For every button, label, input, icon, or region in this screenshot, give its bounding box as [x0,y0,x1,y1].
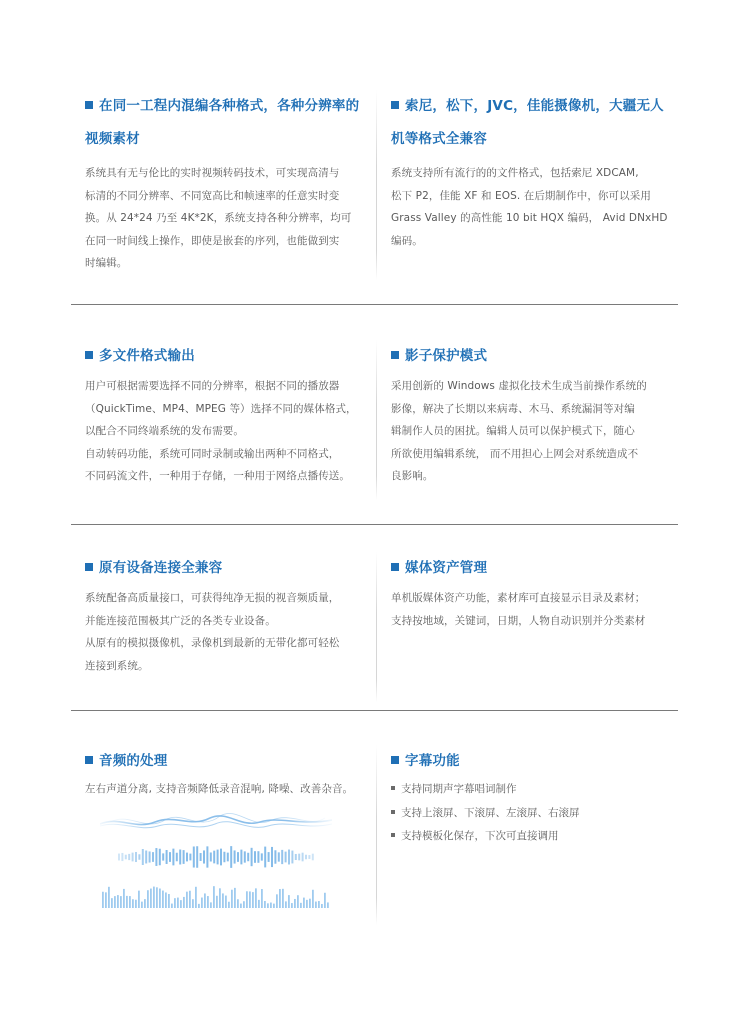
waveform-bar [234,850,236,863]
list-item [391,825,673,849]
waveform-bar [249,891,251,908]
waveform-bar [223,852,225,862]
waveform-bar [201,898,203,908]
waveform-bar [306,900,308,908]
column-divider [376,340,377,500]
feature-title-text: 字幕功能 [405,753,460,769]
waveform-bar [138,854,140,859]
column-divider [376,90,377,280]
feature-title-text: 索尼，松下，JVC，佳能摄像机，大疆无人机等格式全兼容 [391,98,664,147]
waveform-bar [288,895,290,908]
waveform-bar [222,893,224,908]
waveform-bar [315,902,317,908]
waveform-bar [117,895,119,908]
feature-description: 用户可根据需要选择不同的分辨率，根据不同的播放器 （QuickTime、MP4、MPEG 等）选择不同的媒体格式， 以配合不同终端系统的发布需要。 自动转码功能，系统可同时录制或输出两种不同格式， 不同码流文件，一种用于存储，一种用于网络点播传送。 [85,380,357,482]
waveform-bar [145,851,147,864]
waveform-bar [264,901,266,908]
feature-title [85,340,367,373]
waveform-bar [174,898,176,908]
waveform-bar [200,853,202,861]
feature-title [391,552,673,585]
feature-title [391,90,673,156]
waveform-bar [273,904,275,908]
feature-device-compat [85,552,367,702]
waveform-bar [176,853,178,862]
waveform-bar [303,898,305,908]
column-divider [376,552,377,702]
list-item [391,802,673,826]
waveform-bar [193,846,195,867]
waveform-bar [189,854,191,861]
waveform-bar [195,887,197,908]
feature-media-assets [391,552,673,702]
feature-description: 采用创新的 Windows 虚拟化技术生成当前操作系统的 影像，解决了长期以来病毒、木马、系统漏洞等对编 辑制作人员的困扰。编辑人员可以保护模式下，随心 所欲使用编辑系统， 而不用担心上网会对系统造成不 良影响。 [391,380,647,482]
square-bullet-icon [391,563,399,571]
waveform-bar [189,891,191,908]
feature-camera-formats [391,90,673,280]
waveform-bar [102,892,104,908]
square-bullet-icon [85,351,93,359]
section-divider [71,524,678,525]
waveform-bar [254,851,256,863]
waveform-bar [243,901,245,908]
waveform-bar [291,851,293,864]
waveform-bar [261,889,263,908]
feature-row-1 [0,90,750,280]
waveform-bar [271,847,273,867]
waveform-bar [152,852,154,862]
waveform-bar [156,887,158,908]
waveform-bar [210,902,212,908]
feature-subtitles [391,745,673,925]
feature-description: 单机版媒体资产功能，素材库可直接显示目录及素材； 支持按地域，关键词，日期，人物自动识别并分类素材 [391,592,646,627]
waveform-bar [123,889,125,908]
section-divider [71,710,678,711]
waveform-bar [300,903,302,908]
waveform-bar [312,890,314,908]
feature-description: 系统支持所有流行的的文件格式，包括索尼 XDCAM, 松下 P2，佳能 XF 和 EOS. 在后期制作中，你可以采用 Grass Valley 的高性能 10 bit HQX 编码， Avid DNxHD 编码。 [391,167,668,247]
waveform-bar [261,853,263,860]
waveform-bar [141,902,143,908]
waveform-bar [267,903,269,908]
waveform-bar [297,895,299,908]
waveform-bar [288,850,290,865]
waveform-bar [114,896,116,908]
waveform-bar [204,893,206,908]
waveform-bar [282,889,284,908]
waveform-bar [203,850,205,863]
waveform-bar [285,901,287,908]
waveform-bar [198,904,200,908]
waveform-bar [172,849,174,866]
feature-title [85,552,367,585]
list-item [391,778,673,802]
waveform-bar [179,850,181,865]
column-divider [376,745,377,925]
waveform-bar [246,891,248,908]
waveform-bar [213,886,215,908]
square-bullet-icon [85,563,93,571]
waveform-bar [305,855,307,860]
waveform-bar [240,904,242,908]
waveform-bar [132,899,134,908]
waveform-bar [230,846,232,868]
list-item-text: 支持同期声字幕唱词制作 [401,783,517,795]
waveform-bar [270,903,272,908]
waveform-bar [144,899,146,908]
waveform-bar [135,852,137,862]
waveform-bar [169,852,171,862]
waveform-bar [276,894,278,908]
square-bullet-icon [391,101,399,109]
waveform-bar [327,902,329,908]
waveform-bar [128,854,130,860]
waveform-bar [111,898,113,908]
waveform-bar [159,849,161,866]
waveform-bar [219,888,221,908]
waveform-bar [150,889,152,908]
square-bullet-icon [85,101,93,109]
feature-output-formats [85,340,367,500]
waveform-bars-bottom [102,886,329,908]
waveform-bar [147,890,149,908]
waveform-bar [324,893,326,908]
waveform-bar [225,896,227,908]
waveform-bar [302,853,304,862]
waveform-bar [168,894,170,908]
bullet-icon [391,833,395,837]
waveform-bar [295,854,297,860]
waveform-bar [240,850,242,865]
feature-shadow-protection [391,340,673,500]
square-bullet-icon [391,351,399,359]
bullet-icon [391,786,395,790]
waveform-bar [279,889,281,908]
waveform-bar [216,896,218,908]
waveform-bar [183,897,185,908]
feature-title [391,745,673,778]
subtitle-feature-list [391,778,673,849]
waveform-bar [228,902,230,908]
feature-description: 左右声道分离, 支持音频降低录音混响, 降噪、改善杂音。 [85,783,354,795]
waveform-bar [165,892,167,908]
feature-row-3 [0,552,750,702]
waveform-bar [125,855,127,860]
waveform-bar [252,892,254,908]
waveform-bar [294,899,296,908]
audio-waveform-illustration [100,802,332,912]
feature-mixed-formats [85,90,367,280]
waveform-bar [244,851,246,862]
waveform-bar [312,854,314,861]
waveform-bar [264,847,266,868]
list-item-text: 支持上滚屏、下滚屏、左滚屏、右滚屏 [401,806,580,819]
waveform-bar [258,900,260,908]
feature-description: 系统具有无与伦比的实时视频转码技术，可实现高清与 标清的不同分辨率、不同宽高比和帧速率的任意实时变 换。从 24*24 乃至 4K*2K，系统支持各种分辨率，均可 在同一时间线上操作，即使是嵌套的序列，也能做到实 时编辑。 [85,167,352,269]
square-bullet-icon [85,756,93,764]
waveform-bar [177,898,179,908]
feature-title [85,745,367,778]
feature-title-text: 在同一工程内混编各种格式，各种分辨率的视频素材 [85,98,360,147]
waveform-bar [126,896,128,908]
waveform-bar [220,849,222,866]
waveform-bar [186,853,188,862]
feature-title [85,90,367,156]
feature-title-text: 音频的处理 [99,753,168,769]
waveform-bar [186,892,188,908]
waveform-bar [120,896,122,908]
waveform-bar [237,852,239,862]
waveform-bar [268,852,270,862]
waveform-bar [132,853,134,862]
waveform-bar [227,853,229,862]
waveform-bar [159,889,161,908]
waveform-bar [213,851,215,864]
waveform-bar [298,854,300,861]
feature-title-text: 原有设备连接全兼容 [99,560,223,576]
waveform-bar [207,896,209,908]
waveform-bar [257,851,259,863]
waveform-bar [121,853,123,861]
bullet-icon [391,810,395,814]
waveform-bar [308,855,310,859]
waveform-bar [291,903,293,908]
waveform-bar [318,901,320,908]
waveform-bar [171,904,173,908]
waveform-bar [118,854,120,861]
waveform-bar [155,848,157,866]
waveform-bar [210,852,212,861]
waveform-bar [135,900,137,908]
waveform-bar [196,846,198,868]
waveform-bar [234,888,236,908]
waveform-bar [129,896,131,908]
square-bullet-icon [391,756,399,764]
feature-title [391,340,673,373]
waveform-bar [285,852,287,863]
waveform-bar [274,850,276,863]
waveform-bar [105,892,107,908]
waveform-bar [153,887,155,908]
waveform-bar [192,899,194,908]
waveform-bar [138,891,140,908]
feature-title-text: 影子保护模式 [405,348,488,364]
waveform-bar [162,853,164,860]
waveform-bar [162,891,164,908]
waveform-bar [180,900,182,908]
waveform-bar [251,848,253,866]
waveform-bar [206,846,208,867]
waveform-bar [281,850,283,864]
waveform-bar [309,899,311,908]
list-item-text: 支持模板化保存，下次可直接调用 [401,830,559,842]
waveform-bar [183,850,185,864]
waveform-bar [108,887,110,908]
feature-title-text: 媒体资产管理 [405,560,488,576]
waveform-bar [247,853,249,861]
waveform-bar [142,849,144,865]
waveform-bar [217,850,219,865]
feature-title-text: 多文件格式输出 [99,348,195,364]
waveform-bar [278,852,280,861]
waveform-bar [149,851,151,862]
waveform-bar [237,899,239,908]
feature-row-2 [0,340,750,500]
waveform-bar [321,904,323,908]
waveform-bar [255,888,257,908]
feature-description: 系统配备高质量接口，可获得纯净无损的视音频质量， 并能连接范围极其广泛的各类专业设备。 从原有的模拟摄像机，录像机到最新的无带化都可轻松 连接到系统。 [85,592,340,672]
waveform-bar [231,890,233,908]
section-divider [71,304,678,305]
waveform-bars-middle [118,846,314,868]
waveform-bar [166,850,168,864]
